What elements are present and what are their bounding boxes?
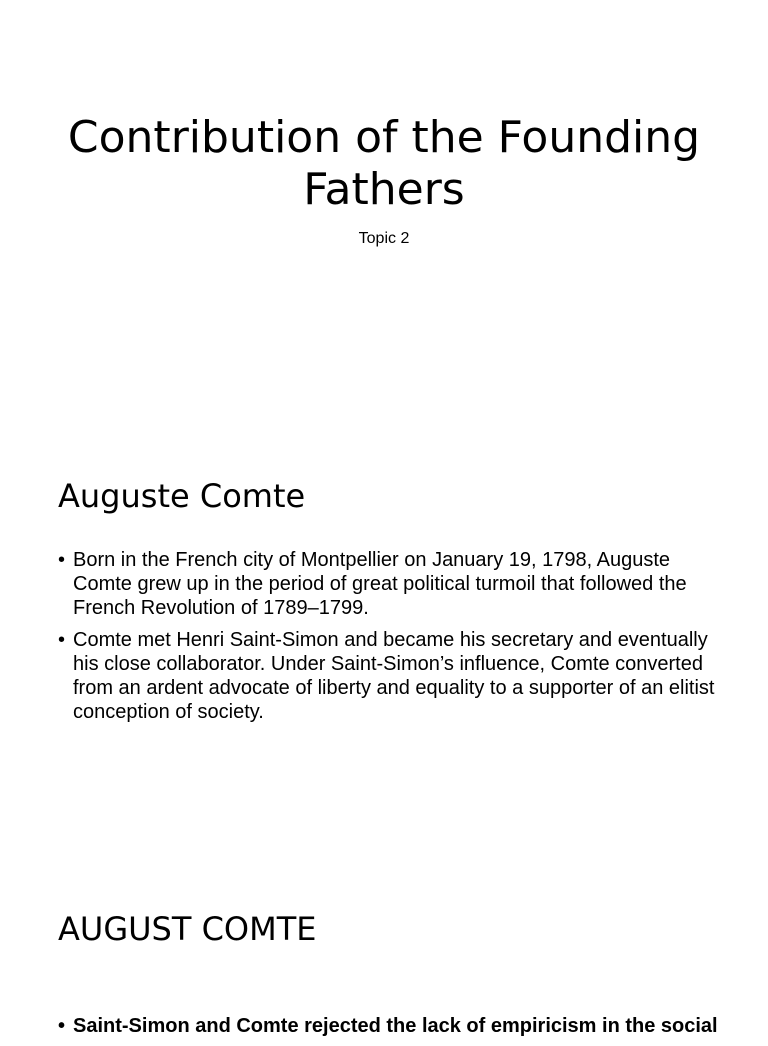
slide-title-text: Contribution of the Founding Fathers [67,112,701,215]
bullet-glyph: • [58,549,66,571]
bullet-text: Comte met Henri Saint-Simon and became his secretary and eventually his close collaborator. Under Saint-Simon’s influence, Comte converted from an ardent advocate of liberty and equality to a supporter of an elitist conception of society. [73,629,715,723]
bullet-text: Saint-Simon and Comte rejected the lack of empiricism in the social [73,1015,718,1037]
slide-heading: AUGUST COMTE [58,910,317,948]
bullet-item [58,628,718,724]
bullet-item [58,1014,718,1038]
slide-auguste-comte [0,430,768,860]
bullet-list [58,548,718,732]
bullet-item [58,548,718,620]
slide-title [0,0,768,430]
bullet-glyph: • [58,629,66,651]
slide-august-comte [0,860,768,1037]
slide-subtitle: Topic 2 [358,230,410,247]
slide-heading: Auguste Comte [58,477,306,515]
bullet-glyph: • [58,1015,66,1037]
bullet-list [58,1014,718,1046]
bullet-text: Born in the French city of Montpellier on January 19, 1798, Auguste Comte grew up in the period of great political turmoil that followed the French Revolution of 1789–1799. [73,549,687,619]
